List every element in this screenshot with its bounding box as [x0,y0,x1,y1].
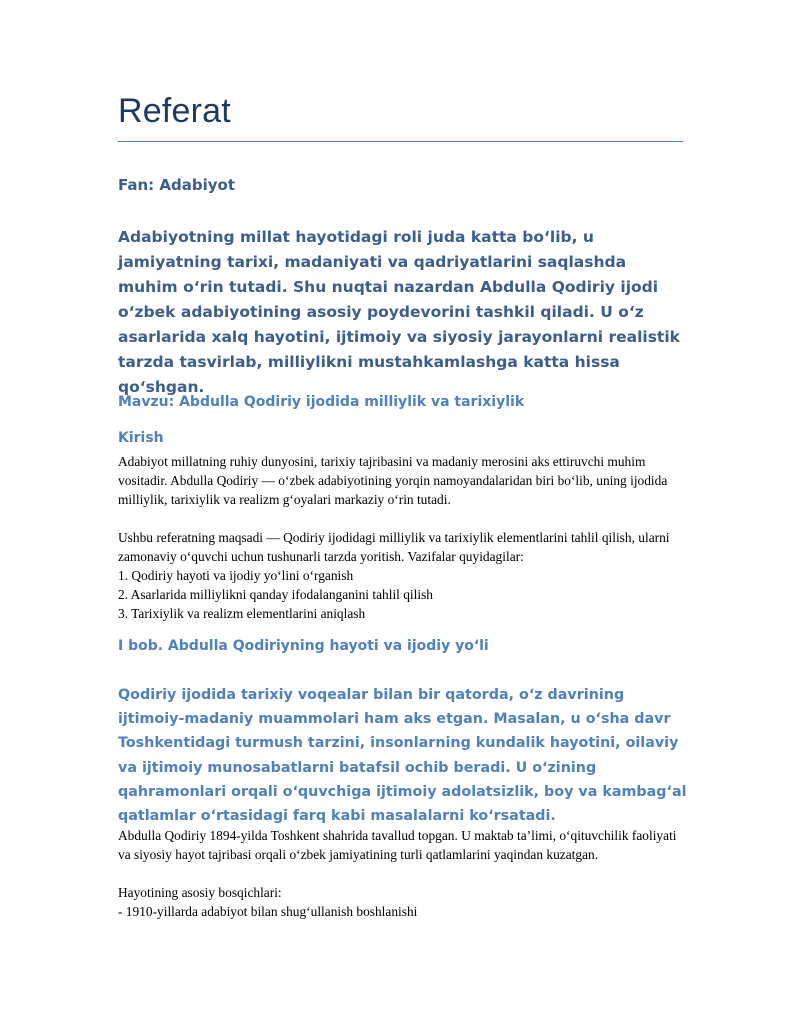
stage-item-1: - 1910-yillarda adabiyot bilan shug‘ullanish boshlanishi [118,904,418,919]
title-underline [118,141,683,142]
paragraph-gap [118,509,690,528]
chapter-1-lead: Qodiriy ijodida tarixiy voqealar bilan bir qatorda, o‘z davrining ijtimoiy-madaniy muammolari ham aks etgan. Masalan, u o‘sha davr Toshkentidagi turmush tarzini, insonlarning kundalik hayotini, oilaviy va ijtimoiy munosabatlarni batafsil ochib beradi. U o‘zining qahramonlari orqali o‘quvchiga ijtimoiy adolatsizlik, boy va kambag‘al qatlamlar o‘rtasidagi farq kabi masalalarni ko‘rsatadi. [118,687,687,825]
chapter-1-paragraph: Abdulla Qodiriy 1894-yilda Toshkent shahrida tavallud topgan. U maktab ta’limi, o‘qituvchilik faoliyati va siyosiy hayot tajribasi orqali o‘zbek jamiyatining turli qatlamlarini yaqindan kuzatgan. [118,828,677,862]
intro-paragraph-2: Ushbu referatning maqsadi — Qodiriy ijodidagi milliylik va tarixiylik elementlarini tahlil qilish, ularni zamonaviy o‘quvchi uchun tushunarli tarzda yoritish. Vazifalar quyidagilar: [118,530,670,564]
chapter-1-heading: I bob. Abdulla Qodiriyning hayoti va ijodiy yo‘li [118,638,489,654]
paragraph-gap [118,864,690,883]
chapter-1-body [118,826,690,921]
task-item-3: 3. Tarixiylik va realizm elementlarini aniqlash [118,606,366,621]
intro-paragraph-1: Adabiyot millatning ruhiy dunyosini, tarixiy tajribasini va madaniy merosini aks ettiruvchi muhim vositadir. Abdulla Qodiriy — o‘zbek adabiyotining yorqin namoyandalaridan biri bo‘lib, uning ijodida milliylik, tarixiylik va realizm g‘oyalari markaziy o‘rin tutadi. [118,454,668,507]
document-title: Referat [118,92,231,130]
task-item-2: 2. Asarlarida milliylikni qanday ifodalanganini tahlil qilish [118,587,433,602]
subject-line: Fan: Adabiyot [118,176,235,194]
task-item-1: 1. Qodiriy hayoti va ijodiy yo‘lini o‘rganish [118,568,354,583]
topic-heading: Mavzu: Abdulla Qodiriy ijodida milliylik va tarixiylik [118,394,525,410]
intro-heading: Kirish [118,430,164,446]
lead-paragraph: Adabiyotning millat hayotidagi roli juda katta bo‘lib, u jamiyatning tarixi, madaniyati va qadriyatlarini saqlashda muhim o‘rin tutadi. Shu nuqtai nazardan Abdulla Qodiriy ijodi o‘zbek adabiyotining asosiy poydevorini tashkil qiladi. U o‘z asarlarida xalq hayotini, ijtimoiy va siyosiy jarayonlarni realistik tarzda tasvirlab, milliylikni mustahkamlashga katta hissa qo‘shgan. [118,228,680,396]
stages-label: Hayotining asosiy bosqichlari: [118,885,282,900]
intro-body [118,452,690,623]
